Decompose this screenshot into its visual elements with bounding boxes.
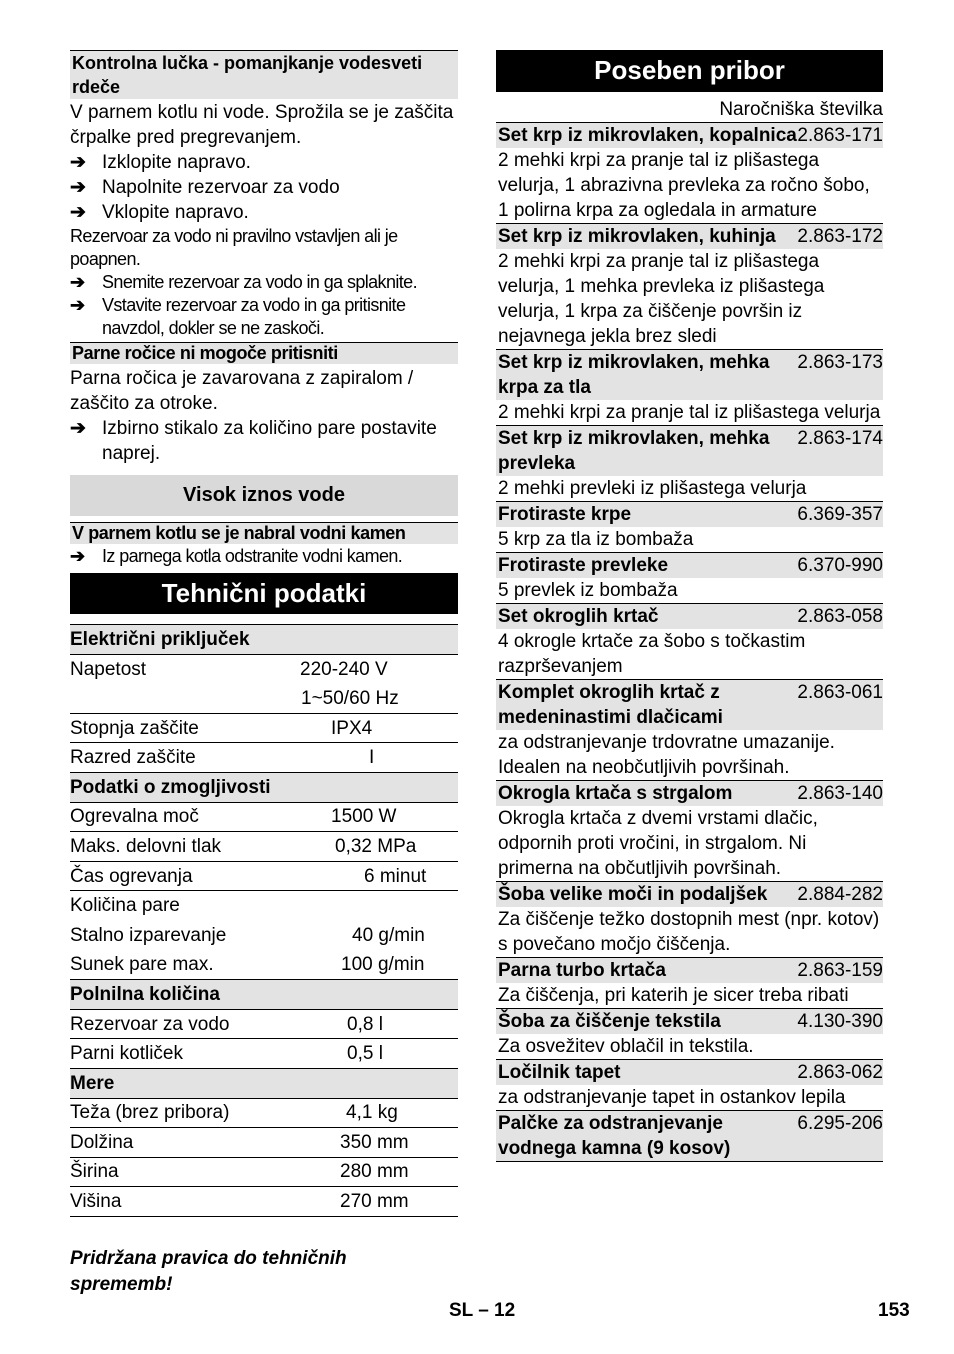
accessory-name: Šoba velike moči in podaljšek: [498, 884, 768, 905]
accessory-name: Ločilnik tapet: [498, 1062, 621, 1083]
step-item: [70, 416, 458, 466]
accessory-description: 2 mehki prevleki iz plišastega velurja: [498, 478, 807, 499]
step-text: Vklopite napravo.: [102, 202, 249, 223]
accessory-header: [496, 957, 883, 983]
step-item: [70, 545, 458, 568]
accessory-order-number: 4.130-390: [797, 1011, 883, 1032]
spec-row: Ogrevalna moč 1500 W: [70, 802, 458, 832]
spec-row: Parni kotliček 0,5 l: [70, 1043, 383, 1065]
accessory-order-number: 2.863-159: [797, 960, 883, 981]
accessories-title: Poseben pribor: [496, 50, 883, 92]
accessory-name: Palčke za odstranjevanje vodnega kamna (9 kosov): [498, 1113, 731, 1159]
accessory-list: [496, 122, 883, 1162]
spec-row: Čas ogrevanja 6 minut: [70, 861, 458, 891]
page-number: 153: [878, 1300, 910, 1321]
spec-table: [70, 624, 458, 1217]
step-item: [70, 271, 458, 294]
spec-row: Rezervoar za vodo 0,8 l: [70, 1009, 458, 1039]
paragraph: V parnem kotlu ni vode. Sprožila se je zaščita črpalke pred pregrevanjem.: [70, 102, 454, 148]
accessory-name: Parna turbo krtača: [498, 960, 666, 981]
accessory-header: [496, 501, 883, 527]
step-text: Iz parnega kotla odstranite vodni kamen.: [102, 546, 403, 566]
accessory-order-number: 2.863-058: [797, 606, 883, 627]
arrow-icon: ➔: [70, 418, 86, 439]
accessory-order-number: 2.863-140: [797, 783, 883, 804]
accessory-order-number: 2.863-173: [797, 352, 883, 373]
spec-row: Napetost 220-240 V: [70, 658, 388, 680]
spec-section: Električni priključek: [70, 625, 458, 655]
spec-row: Stalno izparevanje 40 g/min: [70, 924, 425, 946]
accessory-header: [496, 552, 883, 578]
paragraph: Rezervoar za vodo ni pravilno vstavljen ali je poapnen.: [70, 226, 398, 269]
order-number-label: Naročniška številka: [719, 99, 883, 120]
accessory-name: Komplet okroglih krtač z medeninastimi dlačicami: [498, 682, 723, 728]
arrow-icon: ➔: [70, 202, 86, 223]
accessory-name: Frotiraste krpe: [498, 504, 632, 525]
accessory-order-number: 2.863-062: [797, 1062, 883, 1083]
accessory-name: Set krp iz mikrovlaken, mehka prevleka: [498, 428, 770, 474]
spec-row: Maks. delovni tlak 0,32 MPa: [70, 832, 458, 862]
accessory-header: [496, 425, 883, 476]
arrow-icon: ➔: [70, 177, 86, 198]
accessory-header: [496, 881, 883, 907]
spec-section: Polnilna količina: [70, 980, 458, 1010]
spec-section: Podatki o zmogljivosti: [70, 772, 458, 802]
accessory-order-number: 6.295-206: [797, 1113, 883, 1134]
step-text: Vstavite rezervoar za vodo in ga pritisnite navzdol, dokler se ne zaskoči.: [102, 295, 406, 338]
accessory-description: 5 prevlek iz bombaža: [498, 580, 678, 601]
accessory-order-number: 2.863-174: [797, 428, 883, 449]
spec-row: 1~50/60 Hz: [70, 684, 458, 714]
spec-row: Razred zaščite I: [70, 743, 458, 773]
step-item: [70, 200, 458, 225]
spec-row: Dolžina 350 mm: [70, 1128, 458, 1158]
accessory-description: 4 okrogle krtače za šobo s točkastim razprševanjem: [498, 631, 806, 677]
accessory-header: [496, 780, 883, 806]
step-item: [70, 294, 458, 340]
accessory-name: Set krp iz mikrovlaken, mehka krpa za tla: [498, 352, 770, 398]
arrow-icon: ➔: [70, 152, 86, 173]
accessory-header: [496, 603, 883, 629]
accessory-name: Okrogla krtača s strgalom: [498, 783, 733, 804]
accessory-order-number: 2.863-061: [797, 682, 883, 703]
spec-row: Višina 270 mm: [70, 1187, 458, 1217]
accessory-name: Set krp iz mikrovlaken, kuhinja: [498, 226, 776, 247]
accessory-description: za odstranjevanje tapet in ostankov lepila: [498, 1087, 846, 1108]
accessory-order-number: 2.863-172: [797, 226, 883, 247]
accessory-description: Za čiščenje težko dostopnih mest (npr. kotov) s povečano močjo čiščenja.: [498, 909, 880, 955]
accessory-description: 2 mehki krpi za pranje tal iz plišastega velurja: [498, 402, 881, 423]
spec-row: Stopnja zaščite IPX4: [70, 713, 458, 743]
step-text: Snemite rezervoar za vodo in ga splaknite.: [102, 272, 417, 292]
arrow-icon: ➔: [70, 272, 85, 292]
accessory-description: 2 mehki krpi za pranje tal iz plišastega velurja, 1 mehka prevleka iz plišastega velurja, 1 krpa za čiščenje površin iz nejavnega jekla brez sledi: [498, 251, 825, 347]
step-text: Izklopite napravo.: [102, 152, 251, 173]
accessory-name: Set okroglih krtač: [498, 606, 659, 627]
spec-row: Teža (brez pribora) 4,1 kg: [70, 1098, 458, 1128]
spec-row: Količina pare: [70, 895, 180, 917]
arrow-icon: ➔: [70, 295, 85, 315]
tech-data-title: Tehnični podatki: [70, 573, 458, 614]
accessory-header: [496, 1059, 883, 1085]
accessory-order-number: 6.369-357: [797, 504, 883, 525]
rights-note: Pridržana pravica do tehničnih sprememb!: [70, 1247, 347, 1295]
step-item: [70, 175, 458, 200]
step-item: [70, 150, 458, 175]
spec-section: Mere: [70, 1068, 458, 1098]
section-heading-scale: V parnem kotlu se je nabral vodni kamen: [70, 522, 458, 544]
accessory-header: [496, 349, 883, 400]
left-column: [70, 50, 458, 1298]
right-column: [496, 50, 883, 1162]
accessory-order-number: 2.863-171: [797, 125, 883, 146]
accessory-name: Frotiraste prevleke: [498, 555, 669, 576]
subsection-box: Visok iznos vode: [70, 475, 458, 516]
accessory-description: Okrogla krtača z dvemi vrstami dlačic, odpornih proti vročini, in strgalom. Ni primerna na občutljivih površinah.: [498, 808, 818, 879]
step-text: Izbirno stikalo za količino pare postavite naprej.: [102, 418, 437, 464]
section-heading-indicator: Kontrolna lučka - pomanjkanje vodesveti rdeče: [70, 50, 458, 99]
footer-section: SL – 12: [449, 1300, 516, 1321]
accessory-header: [496, 1110, 883, 1162]
spec-row: Širina 280 mm: [70, 1157, 458, 1187]
accessory-order-number: 2.884-282: [797, 884, 883, 905]
accessory-header: [496, 679, 883, 730]
accessory-description: 2 mehki krpi za pranje tal iz plišastega velurja, 1 abrazivna prevleka za ročno šobo, 1 polirna krpa za ogledala in armature: [498, 150, 870, 221]
paragraph: Parna ročica je zavarovana z zapiralom / zaščito za otroke.: [70, 368, 414, 414]
section-heading-lever: Parne ročice ni mogoče pritisniti: [70, 342, 458, 364]
accessory-name: Šoba za čiščenje tekstila: [498, 1011, 721, 1032]
accessory-description: 5 krp za tla iz bombaža: [498, 529, 694, 550]
accessory-name: Set krp iz mikrovlaken, kopalnica: [498, 125, 797, 146]
accessory-header: [496, 223, 883, 249]
step-text: Napolnite rezervoar za vodo: [102, 177, 340, 198]
accessory-header: [496, 1008, 883, 1034]
spec-row: Sunek pare max. 100 g/min: [70, 954, 425, 976]
accessory-description: Za osvežitev oblačil in tekstila.: [498, 1036, 754, 1057]
accessory-order-number: 6.370-990: [797, 555, 883, 576]
accessory-description: za odstranjevanje trdovratne umazanije. Idealen na neobčutljivih površinah.: [498, 732, 835, 778]
arrow-icon: ➔: [70, 546, 85, 566]
accessory-description: Za čiščenja, pri katerih je sicer treba ribati: [498, 985, 849, 1006]
accessory-header: [496, 122, 883, 148]
